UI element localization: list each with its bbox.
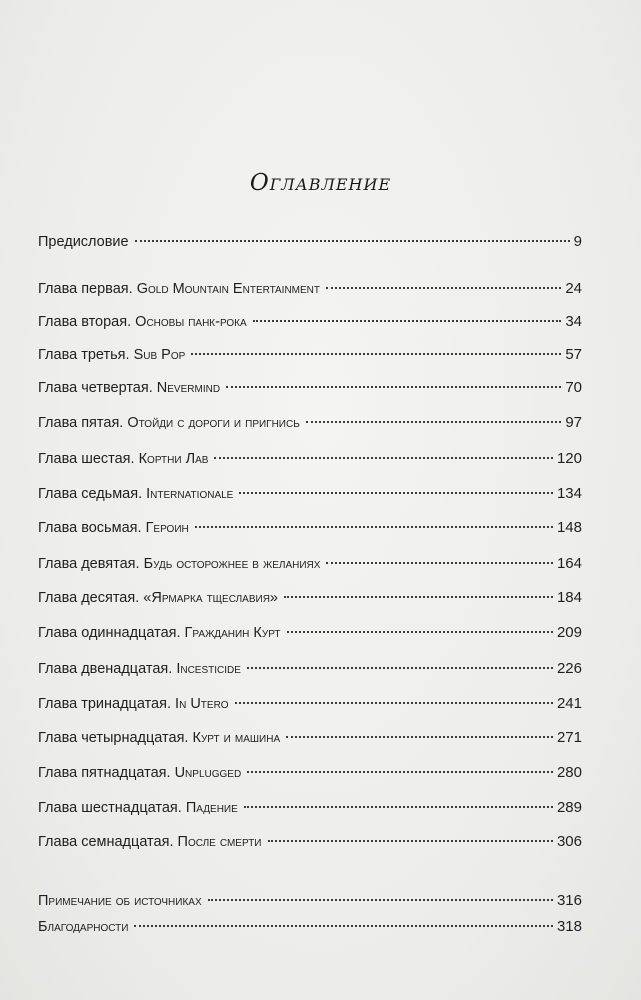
page-number: 97 (565, 414, 582, 431)
chapter-title: Nevermind (156, 380, 221, 396)
chapter-number: Глава шестая. (38, 451, 135, 467)
chapter-number: Глава девятая. (38, 556, 140, 572)
toc-entry (38, 447, 582, 471)
toc-entry (38, 516, 582, 540)
chapter-title: In Utero (175, 696, 229, 712)
toc-entry (38, 277, 582, 301)
toc-entry (38, 796, 582, 820)
toc-entry-label (38, 411, 300, 435)
toc-entry-label (38, 230, 129, 254)
chapter-number: Глава четырнадцатая. (38, 730, 189, 746)
toc-entry-label (38, 657, 241, 681)
page-number: 241 (556, 695, 582, 712)
chapter-number: Глава седьмая. (38, 486, 143, 502)
chapter-number: Предисловие (38, 234, 129, 250)
dot-leader (208, 899, 553, 901)
appendix-title: Благодарности (38, 919, 129, 935)
page-number: 164 (556, 555, 582, 572)
chapter-number: Глава первая. (38, 281, 133, 297)
dot-leader (235, 702, 553, 704)
chapter-title: Gold Mountain Entertainment (136, 281, 321, 297)
toc-entry (38, 482, 582, 506)
dot-leader (284, 596, 553, 598)
toc-entry-label (38, 376, 220, 400)
chapter-title: Кортни Лав (138, 451, 209, 467)
toc-entry-label (38, 552, 320, 576)
chapter-number: Глава восьмая. (38, 520, 142, 536)
chapter-title: Unplugged (174, 765, 242, 781)
toc-entry (38, 376, 582, 400)
chapter-title: Героин (145, 520, 189, 536)
toc-entry-label (38, 310, 247, 334)
toc-entry-label (38, 830, 262, 854)
page-number: 280 (556, 764, 582, 781)
toc-entry-label (38, 343, 185, 367)
chapter-number: Глава двенадцатая. (38, 661, 173, 677)
toc-entry-label (38, 796, 238, 820)
dot-leader (287, 631, 553, 633)
dot-leader (191, 353, 561, 355)
toc-entry-label (38, 726, 280, 750)
toc-entry-label (38, 482, 233, 506)
page-number: 226 (556, 660, 582, 677)
toc-entry-label (38, 761, 241, 785)
page-number: 24 (565, 280, 582, 297)
dot-leader (239, 492, 553, 494)
chapter-number: Глава шестнадцатая. (38, 800, 182, 816)
dot-leader (326, 287, 561, 289)
page-number: 120 (556, 450, 582, 467)
chapter-title: Sub Pop (133, 347, 186, 363)
chapter-title: Гражданин Курт (184, 625, 281, 641)
toc-entry (38, 830, 582, 854)
chapter-number: Глава тринадцатая. (38, 696, 172, 712)
toc-entry-label (38, 586, 278, 610)
page-number: 306 (556, 833, 582, 850)
page-number: 209 (556, 624, 582, 641)
page-number: 316 (556, 892, 582, 909)
chapter-title: После смерти (177, 834, 262, 850)
toc-entry (38, 621, 582, 645)
dot-leader (244, 806, 553, 808)
toc-entry-label (38, 277, 320, 301)
toc-entry-label (38, 516, 189, 540)
chapter-title: Падение (185, 800, 238, 816)
chapter-number: Глава четвертая. (38, 380, 153, 396)
toc-entry (38, 230, 582, 254)
appendix-entry (38, 915, 582, 939)
toc-entry-label (38, 692, 229, 716)
dot-leader (268, 840, 553, 842)
page-number: 289 (556, 799, 582, 816)
chapter-title: Будь осторожнее в желаниях (143, 556, 321, 572)
toc-entry (38, 692, 582, 716)
chapter-title: Курт и машина (192, 730, 281, 746)
chapter-title: Incesticide (176, 661, 241, 677)
dot-leader (247, 667, 553, 669)
dot-leader (286, 736, 553, 738)
chapter-number: Глава третья. (38, 347, 130, 363)
chapter-number: Глава вторая. (38, 314, 132, 330)
page-number: 70 (565, 379, 582, 396)
appendix-entry (38, 889, 582, 913)
chapter-title: Internationale (146, 486, 234, 502)
dot-leader (247, 771, 553, 773)
page-number: 184 (556, 589, 582, 606)
dot-leader (214, 457, 553, 459)
toc-entry (38, 761, 582, 785)
chapter-title: Отойди с дороги и пригнись (127, 415, 300, 431)
chapter-number: Глава пятая. (38, 415, 124, 431)
page-number: 148 (556, 519, 582, 536)
chapter-number: Глава пятнадцатая. (38, 765, 171, 781)
toc-entry (38, 343, 582, 367)
toc-entry-label (38, 621, 281, 645)
toc-entry (38, 552, 582, 576)
dot-leader (134, 925, 553, 927)
chapter-title: «Ярмарка тщеславия» (143, 590, 278, 606)
toc-entry (38, 310, 582, 334)
chapter-number: Глава десятая. (38, 590, 140, 606)
dot-leader (326, 562, 553, 564)
dot-leader (306, 421, 562, 423)
chapter-number: Глава одиннадцатая. (38, 625, 181, 641)
toc-entry (38, 586, 582, 610)
appendix-title: Примечание об источниках (38, 893, 202, 909)
dot-leader (135, 240, 570, 242)
page-number: 34 (565, 313, 582, 330)
dot-leader (226, 386, 561, 388)
page-number: 271 (556, 729, 582, 746)
page-number: 57 (565, 346, 582, 363)
page-number: 9 (573, 233, 582, 250)
toc-entry (38, 411, 582, 435)
page-number: 134 (556, 485, 582, 502)
toc-entry-label (38, 447, 208, 471)
dot-leader (195, 526, 553, 528)
chapter-number: Глава семнадцатая. (38, 834, 174, 850)
dot-leader (253, 320, 562, 322)
toc-entry (38, 657, 582, 681)
page-number: 318 (556, 918, 582, 935)
chapter-title: Основы панк-рока (135, 314, 247, 330)
toc-entry (38, 726, 582, 750)
page-title: Оглавление (249, 170, 392, 196)
